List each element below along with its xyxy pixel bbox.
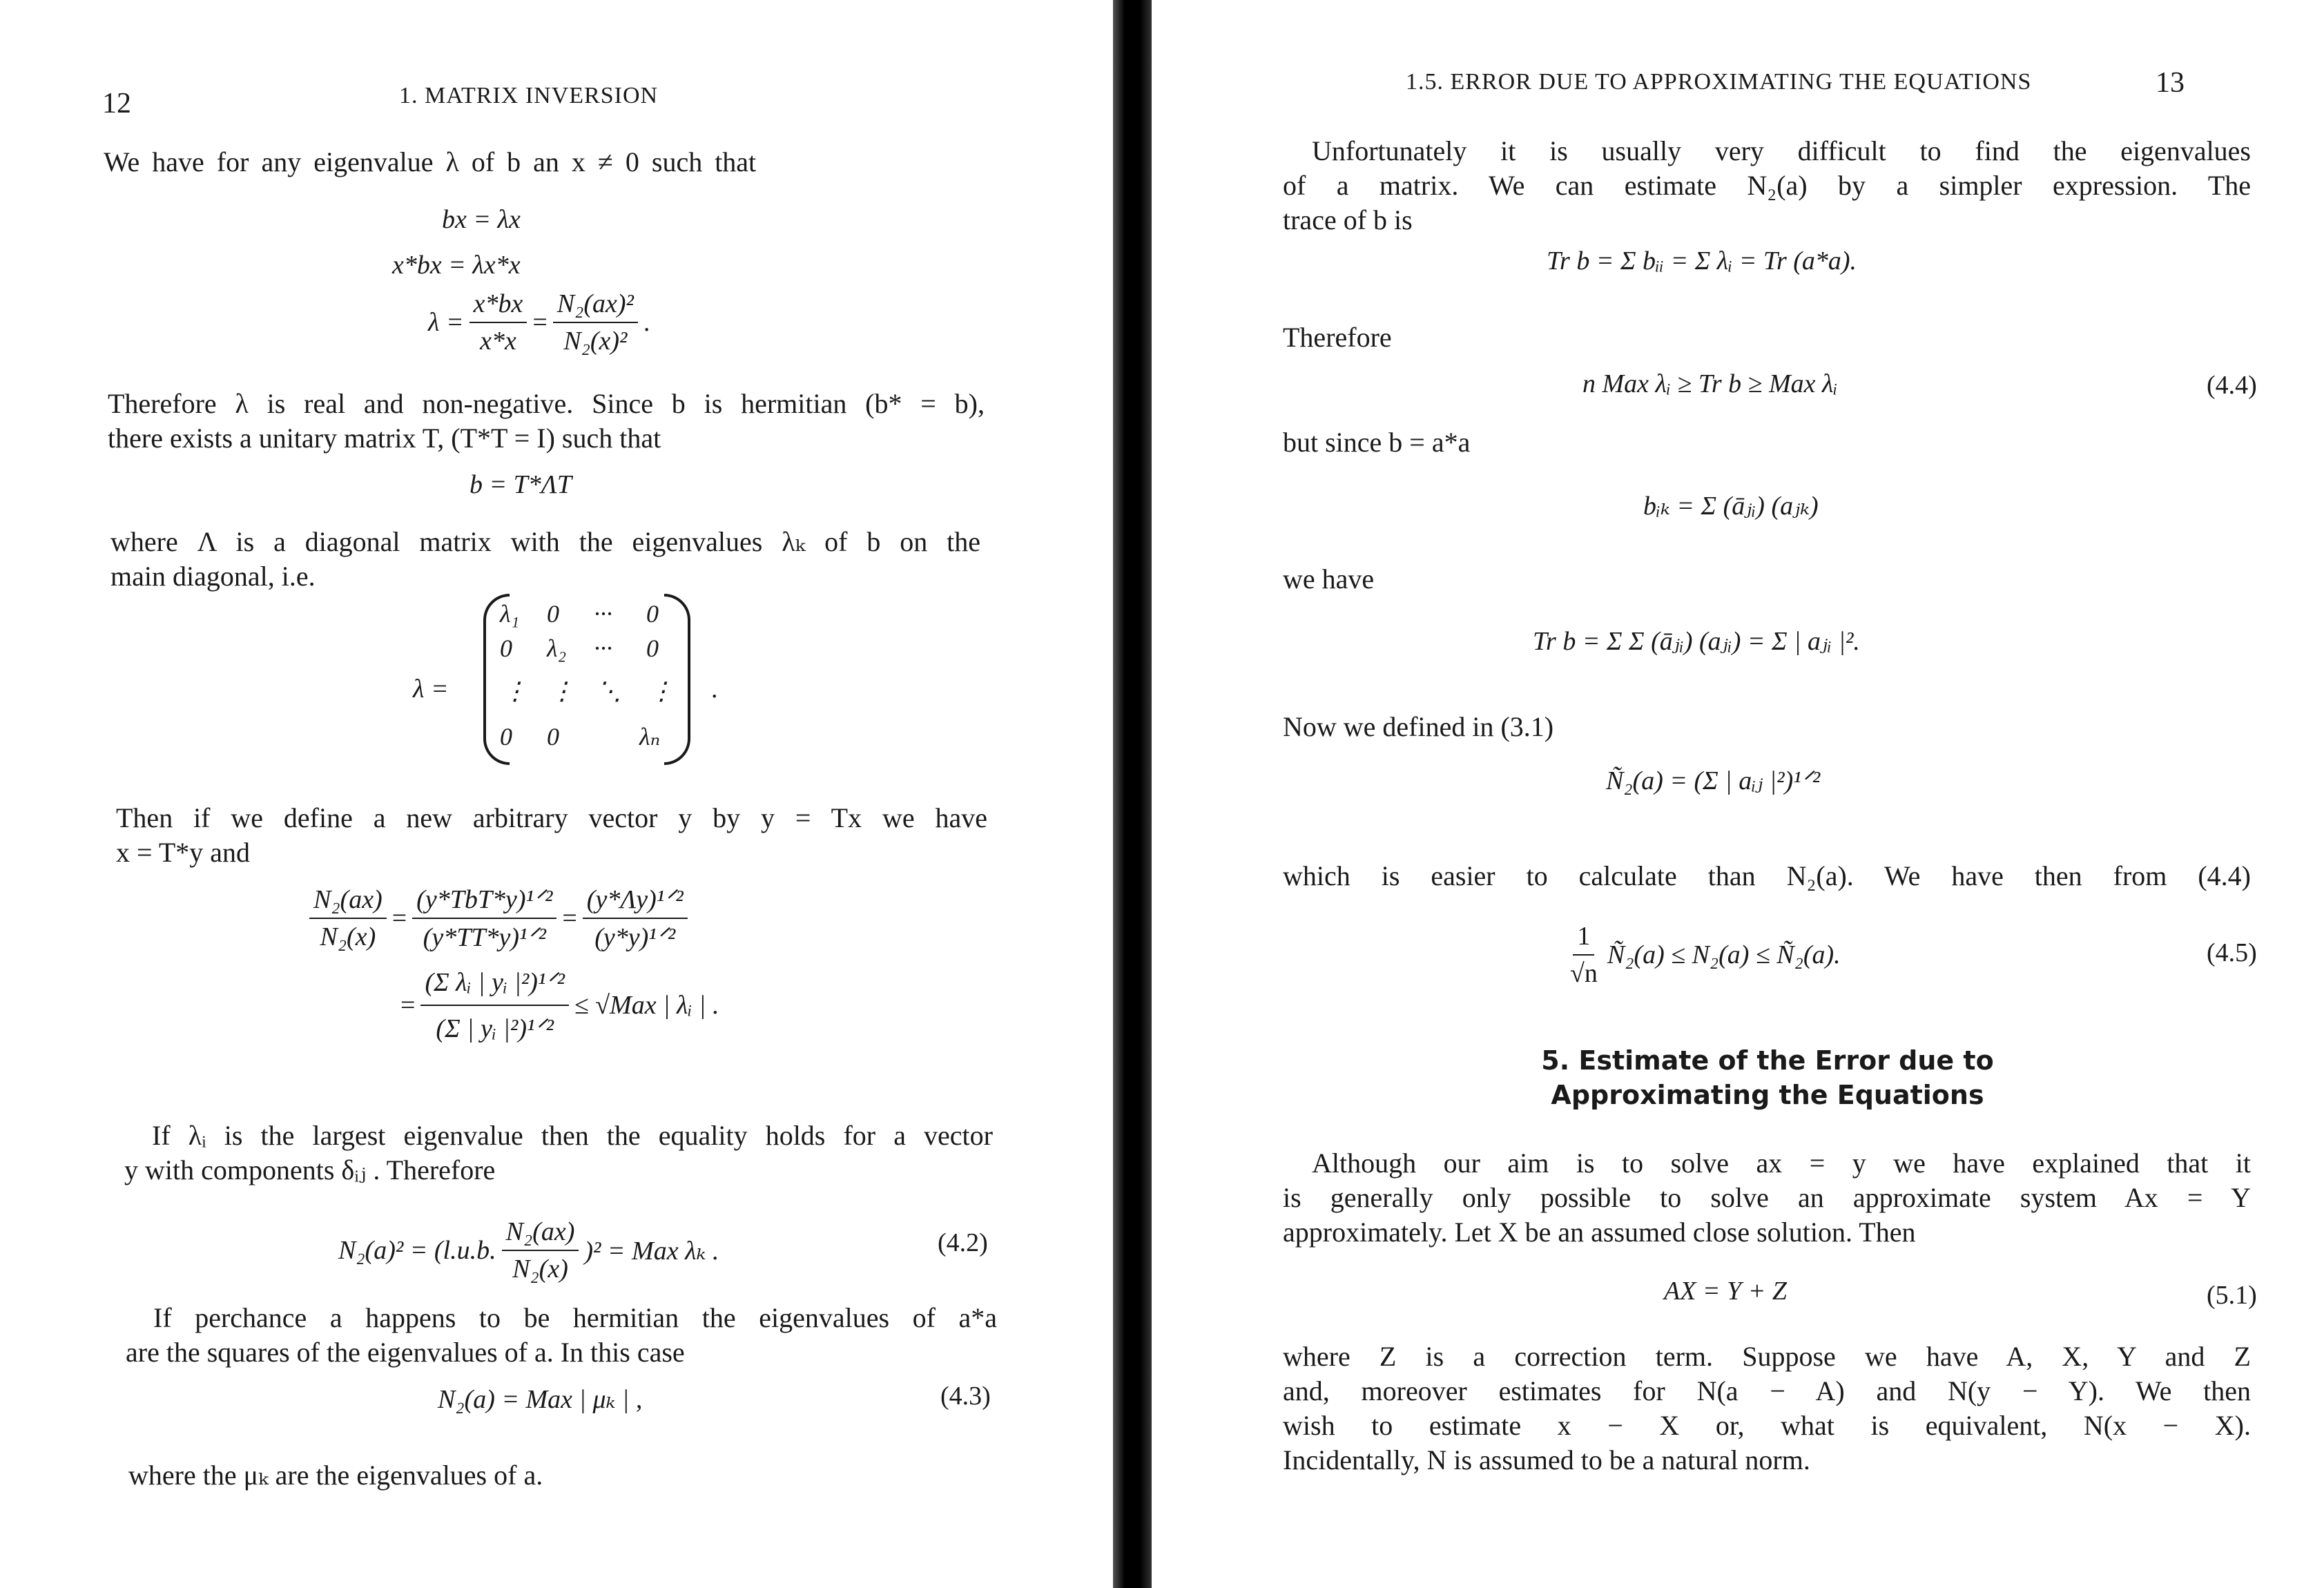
ratio-frac-1 — [309, 884, 387, 952]
ratio-frac-2 — [412, 884, 556, 953]
lambda-num-2: N₂(ax)² — [553, 289, 638, 323]
matrix-cell: ··· — [594, 635, 612, 662]
sum-frac — [420, 967, 568, 1044]
paragraph-largest-line-2: y with components δᵢⱼ . Therefore — [124, 1154, 496, 1185]
matrix-period: . — [711, 675, 718, 704]
section-title — [1353, 1045, 2182, 1110]
equation-label-4-3: (4.3) — [940, 1382, 991, 1411]
eq42-lhs: N₂(a)² = (l.u.b. — [338, 1236, 496, 1265]
eq42-rhs: )² = Max λₖ . — [584, 1236, 719, 1266]
equation-xbx: x*bx = λx*x — [392, 251, 521, 280]
equation-trace-b: Tr b = Σ Σ (āⱼᵢ) (aⱼᵢ) = Σ | aⱼᵢ |². — [1533, 627, 1860, 656]
equation-b-decomposition: b = T*ΛT — [469, 470, 572, 499]
sum-rhs: ≤ √Max | λᵢ | . — [574, 991, 719, 1020]
equation-4-5 — [1560, 921, 1841, 989]
paragraph-real-line-1: Therefore λ is real and non-negative. Since b is hermitian (b* = b), — [108, 388, 985, 419]
text-now-defined: Now we defined in (3.1) — [1283, 711, 1554, 742]
eq45-num: 1 — [1573, 921, 1594, 956]
paragraph-largest — [124, 1119, 993, 1188]
text-but-since: but since b = a*a — [1283, 427, 1471, 458]
paragraph-where-line-4: Incidentally, N is assumed to be a natural norm. — [1283, 1444, 1810, 1475]
matrix-cell: ⋮ — [503, 677, 527, 705]
matrix-cell: ⋱ — [597, 677, 621, 705]
equation-trace: Tr b = Σ bᵢᵢ = Σ λᵢ = Tr (a*a). — [1547, 246, 1857, 275]
text-therefore: Therefore — [1283, 322, 1392, 353]
matrix-cell: λₙ — [639, 723, 661, 751]
equation-lambda: λ = $\frac{x*bx}{x*x}$ = $\frac{\text{N₂(ax)²}}{\text{N₂(x)²}}$ . — [428, 289, 650, 356]
equation-4-4: n Max λᵢ ≥ Tr b ≥ Max λᵢ — [1582, 369, 1838, 398]
running-head-left: 1. MATRIX INVERSION — [399, 83, 659, 108]
sum-den: (Σ | yᵢ |²)¹ᐟ² — [436, 1014, 554, 1043]
paragraph-real — [108, 387, 985, 456]
eq42-num: N₂(ax) — [502, 1217, 579, 1251]
paragraph-where-line-3: wish to estimate x − X or, what is equivalent, N(x − X). — [1283, 1410, 2251, 1441]
paragraph-unfort-line-1: Unfortunately it is usually very difficult to find the eigenvalues — [1312, 135, 2251, 166]
ratio-num-3: (y*Λy)¹ᐟ² — [583, 884, 688, 919]
paragraph-then-line-1: Then if we define a new arbitrary vector y by y = Tx we have — [116, 802, 987, 833]
paragraph-diag — [110, 525, 980, 594]
paragraph-aim-line-3: approximately. Let X be an assumed close solution. Then — [1283, 1217, 1916, 1248]
page-number-right: 13 — [2156, 67, 2185, 99]
eq42-frac — [502, 1217, 579, 1284]
ratio-den-3: (y*y)¹ᐟ² — [594, 923, 676, 952]
matrix-cell: ⋮ — [649, 677, 674, 705]
sum-num: (Σ λᵢ | yᵢ |²)¹ᐟ² — [420, 967, 568, 1006]
ratio-frac-3 — [583, 884, 688, 953]
paragraph-unfortunately — [1283, 134, 2251, 238]
lambda-frac-1 — [469, 289, 527, 356]
matrix-cell: λ₁ — [500, 600, 520, 628]
paragraph-easier: which is easier to calculate than N₂(a). We have then from (4.4) — [1283, 860, 2251, 891]
equation-bik: bᵢₖ = Σ (āⱼᵢ) (aⱼₖ) — [1643, 492, 1819, 521]
paragraph-where-line-2: and, moreover estimates for N(a − A) and N(y − Y). We then — [1283, 1375, 2251, 1406]
paragraph-then — [116, 801, 987, 870]
paragraph-largest-line-1: If λᵢ is the largest eigenvalue then the equality holds for a vector — [152, 1120, 993, 1151]
lambda-frac-2 — [553, 289, 638, 356]
equation-sum-bound: = $\frac{\text{(Σ λᵢ | yᵢ |²)¹ᐟ²}}{\text{(Σ | yᵢ |²)¹ᐟ²}}$ ≤ √Max | λᵢ | . — [400, 968, 719, 1043]
lambda-lhs: λ = — [428, 308, 464, 337]
eq45-rest: Ñ₂(a) ≤ N₂(a) ≤ Ñ₂(a). — [1607, 940, 1841, 969]
matrix-lhs: λ = — [413, 675, 449, 704]
right-page — [1146, 0, 2324, 1588]
equation-ratio: $\frac{\text{N₂(ax)}}{\text{N₂(x)}}$ = $\frac{\text{(y*TbT*y)¹ᐟ²}}{\text{(y*TT*y)¹ᐟ²}}$ = $\frac{\text{(y*Λy)¹ᐟ²}}{\text{(y*y)¹ᐟ²}}$ — [304, 884, 693, 953]
paragraph-hermitian — [126, 1301, 997, 1370]
page-number-left: 12 — [102, 88, 131, 119]
matrix-cell: λ₂ — [547, 635, 567, 662]
equation-4-3: N₂(a) = Max | μₖ | , — [438, 1385, 643, 1414]
equation-n-tilde: Ñ₂(a) = (Σ | aᵢⱼ |²)¹ᐟ² — [1606, 766, 1821, 795]
intro-text: We have for any eigenvalue λ of b an x ≠ 0 such that — [104, 146, 757, 177]
matrix-cell: 0 — [500, 723, 512, 751]
paragraph-aim-line-1: Although our aim is to solve ax = y we have explained that it — [1312, 1148, 2251, 1179]
ratio-den-1: N₂(x) — [320, 922, 376, 951]
paragraph-herm-line-1: If perchance a happens to be hermitian the eigenvalues of a*a — [153, 1302, 997, 1333]
paragraph-mu: where the μₖ are the eigenvalues of a. — [128, 1460, 543, 1491]
lambda-num-1: x*bx — [469, 289, 527, 323]
paragraph-real-line-2: there exists a unitary matrix T, (T*T = I) such that — [108, 423, 661, 454]
paragraph-where — [1283, 1339, 2251, 1478]
paragraph-aim-line-2: is generally only possible to solve an approximate system Ax = Y — [1283, 1182, 2251, 1213]
lambda-den-2: N₂(x)² — [563, 327, 628, 356]
equation-5-1: AX = Y + Z — [1664, 1277, 1787, 1306]
paragraph-where-line-1: where Z is a correction term. Suppose we have A, X, Y and Z — [1283, 1341, 2251, 1372]
section-title-line-1: 5. Estimate of the Error due to — [1541, 1045, 1994, 1076]
left-page — [0, 0, 1119, 1588]
matrix-cell: 0 — [646, 635, 659, 662]
matrix-cell: 0 — [500, 635, 512, 662]
equation-label-4-5: (4.5) — [2207, 938, 2257, 967]
lambda-den-1: x*x — [480, 327, 516, 356]
ratio-num-1: N₂(ax) — [309, 884, 387, 919]
paragraph-diag-line-1: where Λ is a diagonal matrix with the eigenvalues λₖ of b on the — [110, 526, 980, 557]
section-title-line-2: Approximating the Equations — [1551, 1080, 1984, 1110]
eq45-den: √n — [1570, 959, 1598, 988]
diagonal-matrix — [483, 594, 690, 759]
paragraph-diag-line-2: main diagonal, i.e. — [110, 561, 316, 592]
equation-label-4-2: (4.2) — [938, 1228, 988, 1257]
matrix-cell: 0 — [547, 723, 559, 751]
matrix-cell: ··· — [594, 600, 612, 628]
paragraph-unfort-line-3: trace of b is — [1283, 204, 1413, 235]
ratio-num-2: (y*TbT*y)¹ᐟ² — [412, 884, 556, 919]
eq45-frac — [1566, 921, 1602, 989]
paragraph-herm-line-2: are the squares of the eigenvalues of a. In this case — [126, 1337, 685, 1368]
matrix-cell: 0 — [646, 600, 659, 628]
ratio-den-2: (y*TT*y)¹ᐟ² — [423, 923, 546, 952]
equation-bx: bx = λx — [442, 205, 521, 234]
text-we-have: we have — [1283, 563, 1375, 594]
equation-4-2 — [338, 1217, 719, 1284]
paragraph-then-line-2: x = T*y and — [116, 837, 251, 868]
paragraph-aim — [1283, 1146, 2251, 1250]
equation-label-4-4: (4.4) — [2207, 371, 2257, 400]
paragraph-unfort-line-2: of a matrix. We can estimate N₂(a) by a simpler expression. The — [1283, 170, 2251, 201]
eq42-den: N₂(x) — [512, 1255, 568, 1284]
matrix-cell: 0 — [547, 600, 559, 628]
equation-label-5-1: (5.1) — [2207, 1281, 2257, 1310]
matrix-cell: ⋮ — [550, 677, 574, 705]
running-head-right: 1.5. ERROR DUE TO APPROXIMATING THE EQUATIONS — [1406, 69, 2032, 95]
